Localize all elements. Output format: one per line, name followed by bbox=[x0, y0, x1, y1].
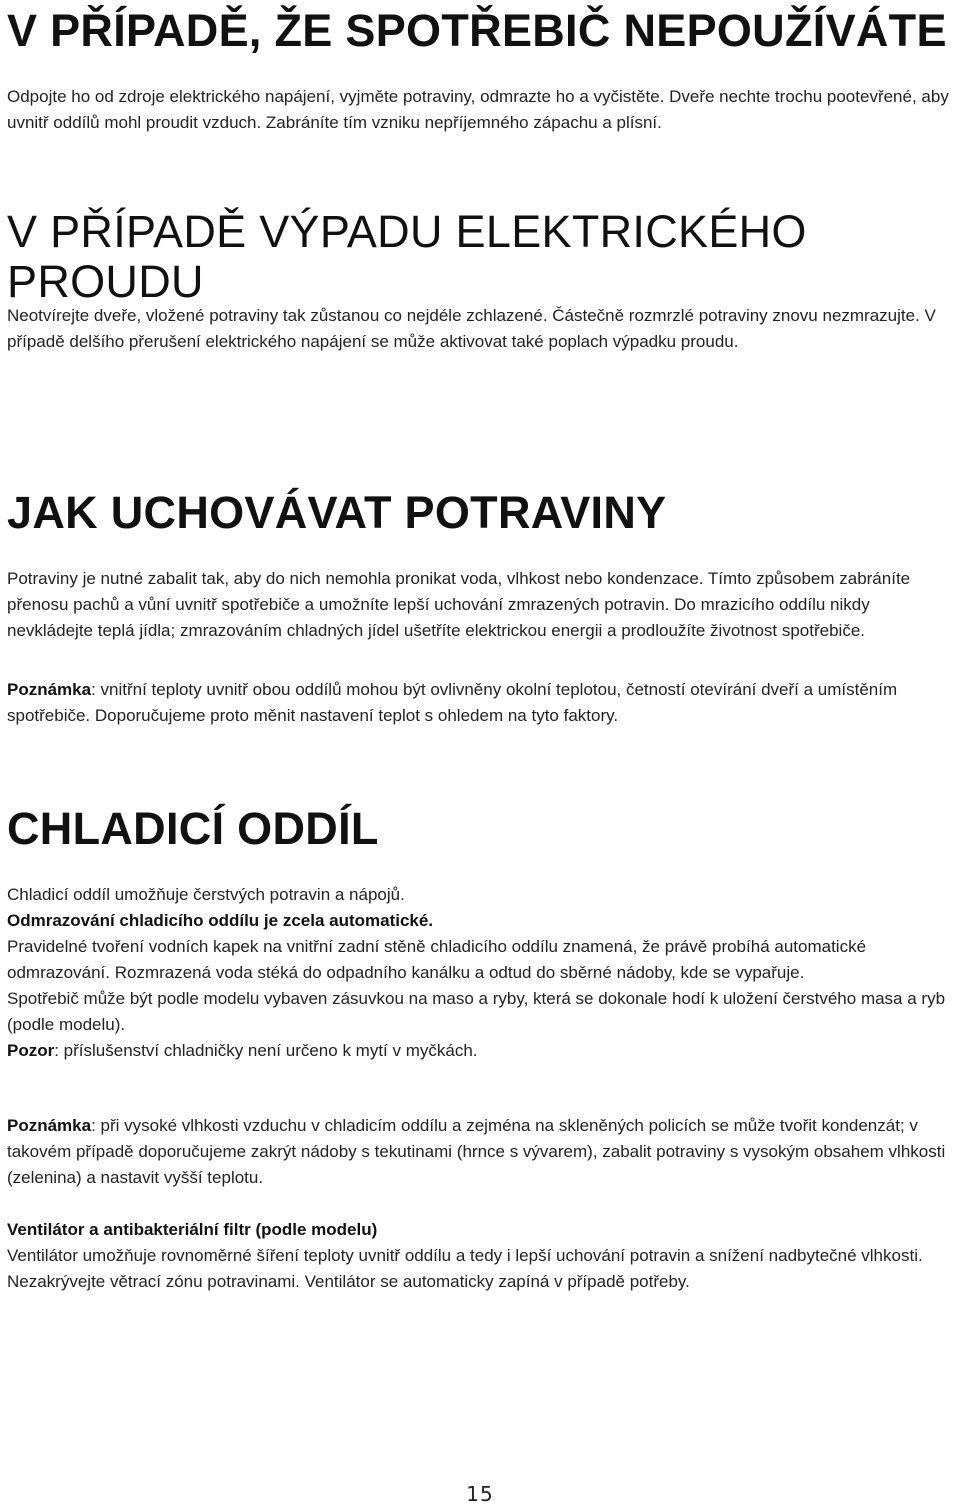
fridge-drawer-text: Spotřebič může být podle modelu vybaven zásuvkou na maso a ryby, která se dokonale hodí k uložení čerstvého masa a ryb (podle modelu). bbox=[7, 989, 946, 1034]
heading-power-outage bbox=[7, 207, 807, 307]
heading-power-outage-line1: V PŘÍPADĚ VÝPADU ELEKTRICKÉHO bbox=[7, 206, 807, 257]
note-label: Poznámka bbox=[7, 1116, 92, 1135]
caution-label: Pozor bbox=[7, 1041, 55, 1060]
note-label: Poznámka bbox=[7, 680, 92, 699]
fan-filter-heading: Ventilátor a antibakteriální filtr (podle modelu) bbox=[7, 1220, 378, 1239]
fridge-compartment-text bbox=[7, 882, 953, 1064]
fridge-defrost-bold: Odmrazování chladicího oddílu je zcela automatické. bbox=[7, 911, 434, 930]
note-fridge-humidity bbox=[7, 1113, 953, 1191]
note-text: : vnitřní teploty uvnitř obou oddílů mohou být ovlivněny okolní teplotou, četností otevírání dveří a umístěním spotřebiče. Doporučujeme proto měnit nastavení teplot s ohledem na tyto faktory. bbox=[7, 680, 898, 725]
paragraph-appliance-unused: Odpojte ho od zdroje elektrického napájení, vyjměte potraviny, odmrazte ho a vyčistěte. Dveře nechte trochu pootevřené, aby uvnitř oddílů mohl proudit vzduch. Zabráníte tím vzniku nepříjemného zápachu a plísní. bbox=[7, 87, 949, 132]
fan-filter-text: Ventilátor umožňuje rovnoměrné šíření teploty uvnitř oddílu a tedy i lepší uchování potravin a snížení nadbytečné vlhkosti. Nezakrývejte větrací zónu potravinami. Ventilátor se automaticky zapíná v případě potřeby. bbox=[7, 1246, 923, 1291]
fridge-caution bbox=[7, 1038, 953, 1064]
fridge-intro: Chladicí oddíl umožňuje čerstvých potravin a nápojů. bbox=[7, 885, 405, 904]
heading-food-storage: JAK UCHOVÁVAT POTRAVINY bbox=[7, 487, 667, 538]
note-food-storage bbox=[7, 677, 953, 729]
page-number: 15 bbox=[466, 1482, 494, 1506]
heading-power-outage-line2: PROUDU bbox=[7, 256, 204, 307]
heading-fridge-compartment: CHLADICÍ ODDÍL bbox=[7, 803, 379, 854]
fan-filter-block bbox=[7, 1217, 953, 1295]
paragraph-food-storage: Potraviny je nutné zabalit tak, aby do nich nemohla pronikat voda, vlhkost nebo kondenzace. Tímto způsobem zabráníte přenosu pachů a vůní uvnitř spotřebiče a umožníte lepší uchování zmrazených potravin. Do mrazicího oddílu nikdy nevkládejte teplá jídla; zmrazováním chladných jídel ušetříte elektrickou energii a prodloužíte životnost spotřebiče. bbox=[7, 569, 911, 640]
heading-appliance-unused: V PŘÍPADĚ, ŽE SPOTŘEBIČ NEPOUŽÍVÁTE bbox=[7, 5, 947, 56]
paragraph-power-outage: Neotvírejte dveře, vložené potraviny tak zůstanou co nejdéle zchlazené. Částečně rozmrzlé potraviny znovu nezmrazujte. V případě delšího přerušení elektrického napájení se může aktivovat také poplach výpadku proudu. bbox=[7, 306, 936, 351]
fridge-defrost-text: Pravidelné tvoření vodních kapek na vnitřní zadní stěně chladicího oddílu znamená, že právě probíhá automatické odmrazování. Rozmrazená voda stéká do odpadního kanálku a odtud do sběrné nádoby, kde se vypařuje. bbox=[7, 937, 867, 982]
caution-text: : příslušenství chladničky není určeno k mytí v myčkách. bbox=[54, 1041, 478, 1060]
note-text: : při vysoké vlhkosti vzduchu v chladicím oddílu a zejména na skleněných policích se může tvořit kondenzát; v takovém případě doporučujeme zakrýt nádoby s tekutinami (hrnce s vývarem), zabalit potraviny s vysokým obsahem vlhkosti (zelenina) a nastavit vyšší teplotu. bbox=[7, 1116, 946, 1187]
